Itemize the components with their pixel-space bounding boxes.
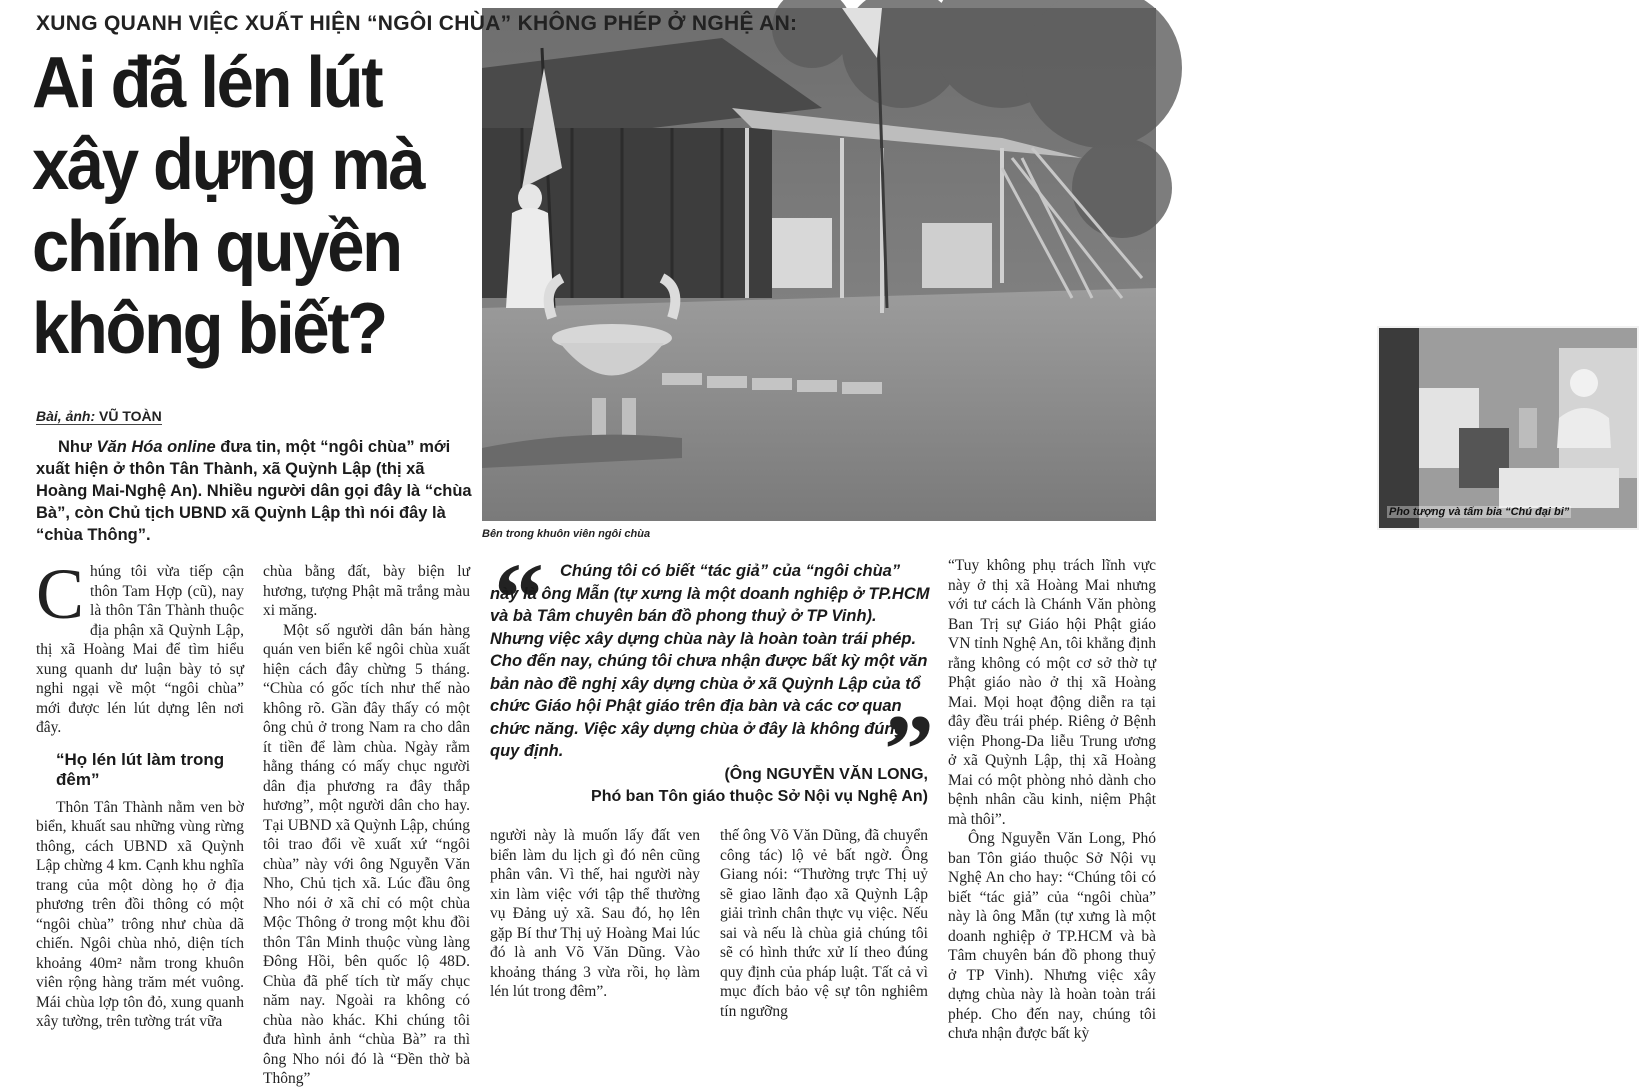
pull-quote bbox=[490, 560, 930, 763]
col5-paragraph-2: Ông Nguyễn Văn Long, Phó ban Tôn giáo thuộc Sở Nội vụ Nghệ An cho hay: “Chúng tôi có biết “tác giả” của “ngôi chùa” này là ông Mẫn (tự xưng là một doanh nghiệp ở TP.HCM và bà Tâm chuyên bán đồ phong thuỷ ở TP Vinh). Nhưng việc xây dựng chùa này là hoàn toàn trái phép. Cho đến nay, chúng tôi chưa nhận được bất kỳ bbox=[948, 830, 1156, 1042]
main-photo bbox=[482, 8, 1570, 521]
pull-quote-text: Chúng tôi có biết “tác giả” của “ngôi chùa” này là ông Mẫn (tự xưng là một doanh nghiệp ở TP.HCM và bà Tâm chuyên bán đồ phong thuỷ ở TP Vinh). Nhưng việc xây dựng chùa này là hoàn toàn trái phép. Cho đến nay, chúng tôi chưa nhận được bất kỳ một văn bản nào đề nghị xây dựng chùa ở xã Quỳnh Lập của tổ chức Giáo hội Phật giáo trên địa bàn và các cơ quan chức năng. Việc xây dựng chùa ở đây là không đúng quy định. bbox=[490, 562, 930, 760]
column-2 bbox=[263, 562, 470, 1089]
col1-text-1: húng tôi vừa tiếp cận thôn Tam Hợp (cũ), nay là thôn Tân Thành thuộc địa phận xã Quỳnh Lập, thị xã Hoàng Mai để tìm hiểu xung quanh dư luận bày tỏ sự nghi ngại về một “ngôi chùa” mới được lén lút dựng lên nơi đây. bbox=[36, 563, 244, 736]
lead-source: Văn Hóa online bbox=[96, 438, 216, 456]
open-quote-mark: “ bbox=[494, 542, 544, 653]
statue-inset-illustration bbox=[1379, 328, 1637, 528]
lead-pre: Như bbox=[58, 438, 97, 456]
quote-source-name: (Ông NGUYỄN VĂN LONG, bbox=[724, 766, 928, 783]
drop-cap: C bbox=[36, 554, 85, 634]
close-quote-mark: ” bbox=[884, 694, 934, 805]
kicker: XUNG QUANH VIỆC XUẤT HIỆN “NGÔI CHÙA” KHÔNG PHÉP Ở NGHỆ AN: bbox=[36, 12, 798, 35]
inset-caption: Pho tượng và tấm bia “Chú đại bi” bbox=[1389, 506, 1570, 518]
column-5 bbox=[948, 556, 1156, 1044]
byline-author: VŨ TOÀN bbox=[99, 408, 162, 424]
pull-quote-source bbox=[591, 764, 928, 808]
col1-paragraph-2: Thôn Tân Thành nằm ven bờ biển, khuất sau những vùng rừng thông, cách UBND xã Quỳnh Lập chừng 4 km. Cạnh khu nghĩa trang của một dòng họ ở địa phương trên đồi thông có một “ngôi chùa” trông như chùa dã chiến. Ngôi chùa nhỏ, diện tích khoảng 40m² nằm trong khuôn viên rộng hàng trăm mét vuông. Mái chùa lợp tôn đỏ, xung quanh xây tường, trên tường trát vữa bbox=[36, 798, 244, 1030]
subheading: “Họ lén lút làm trong đêm” bbox=[56, 749, 225, 789]
photo-caption: Bên trong khuôn viên ngôi chùa bbox=[482, 528, 651, 540]
column-4 bbox=[720, 826, 928, 1021]
inset-photo bbox=[1377, 326, 1639, 530]
quote-source-title: Phó ban Tôn giáo thuộc Sở Nội vụ Nghệ An) bbox=[591, 788, 928, 805]
column-1 bbox=[36, 554, 244, 1032]
headline: Ai đã lén lút xây dựng mà chính quyền không biết? bbox=[32, 43, 424, 369]
col1-paragraph-1 bbox=[36, 554, 244, 738]
col4-paragraph-1: thế ông Võ Văn Dũng, đã chuyển công tác) lộ vẻ bất ngờ. Ông Giang nói: “Thường trực Thị uỷ sẽ giao lãnh đạo xã Quỳnh Lập giải trình chân thực vụ việc. Nếu sai và nếu là chùa giả chúng tôi sẽ có hình thức xử lí theo đúng quy định của pháp luật. Tất cả vì mục đích bảo vệ sự tôn nghiêm tín ngưỡng bbox=[720, 827, 928, 1020]
col2-paragraph-1: chùa bằng đất, bày biện lư hương, tượng Phật mã trắng màu xi măng. bbox=[263, 563, 470, 619]
byline-label: Bài, ảnh: bbox=[36, 408, 96, 424]
column-3 bbox=[490, 826, 700, 1002]
lead-paragraph bbox=[36, 436, 476, 546]
col3-paragraph-1: người này là muốn lấy đất ven biển làm du lịch gì đó nên cũng phân vân. Vì thế, hai người này xin làm việc với tập thể thường vụ Đảng uỷ xã. Sau đó, họ lên gặp Bí thư Thị uỷ Hoàng Mai lúc đó là anh Võ Văn Dũng. Vào khoảng tháng 3 vừa rồi, họ làm lén lút trong đêm”. bbox=[490, 827, 700, 1000]
temple-scene-illustration bbox=[482, 8, 1156, 521]
col2-paragraph-2: Một số người dân bán hàng quán ven biển kể ngôi chùa xuất hiện cách đây chừng 5 tháng. “Chùa có gốc tích như thế nào không rõ. Gần đây thấy có một ông chủ ở trong Nam ra cho dân ít tiền để làm chùa. Ngày rằm hằng tháng có mấy chục người dân địa phương ra đây thắp hương”, một người dân cho hay. Tại UBND xã Quỳnh Lập, chúng tôi trao đổi về xuất xứ “ngôi chùa” này với ông Nguyễn Văn Nho, Chủ tịch xã. Lúc đầu ông Nho nói ở xã chỉ có một chùa Mộc Thông ở trong một khu đồi thôn Tân Minh thuộc vùng làng Đông Hồi, bên quốc lộ 48D. Chùa đã phế tích từ mấy chục năm nay. Ngoài ra không có chùa nào khác. Khi chúng tôi đưa hình ảnh “chùa Bà” ra thì ông Nho nói đó là “Đền thờ bà Thông” bbox=[263, 621, 470, 1087]
lead-post: đưa tin, một “ngôi chùa” mới xuất hiện ở thôn Tân Thành, xã Quỳnh Lập (thị xã Hoàng Mai-Nghệ An). Nhiều người dân gọi đây là “chùa Bà”, còn Chủ tịch UBND xã Quỳnh Lập thì nói đây là “chùa Thông”. bbox=[36, 438, 472, 544]
col5-paragraph-1: “Tuy không phụ trách lĩnh vực này ở thị xã Hoàng Mai nhưng với tư cách là Chánh Văn phòng Ban Trị sự Giáo hội Phật giáo VN tỉnh Nghệ An, tôi khẳng định rằng không có một cơ sở thờ tự Phật giáo nào ở thị xã Hoàng Mai. Mọi hoạt động diễn ra tại đây đều trái phép. Riêng ở Bệnh viện Phong-Da liễu Trung ương ở xã Quỳnh Lập, thị xã Hoàng Mai có một phòng nhỏ dành cho bệnh nhân cầu kinh, niệm Phật mà thôi”. bbox=[948, 557, 1156, 828]
byline bbox=[36, 408, 162, 425]
